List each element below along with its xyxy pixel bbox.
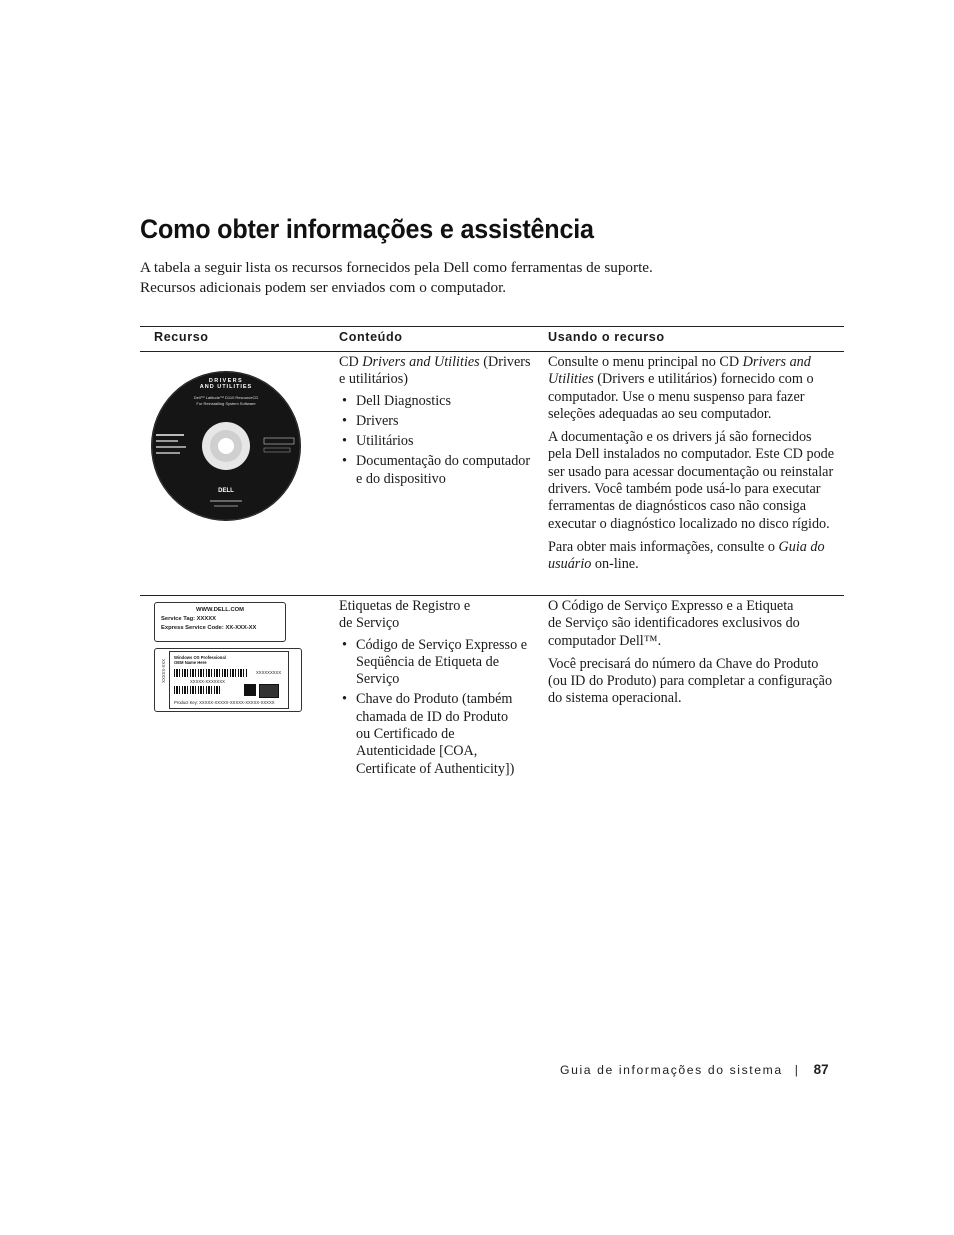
coa-code-mid: XXXXX-XXXXXXX [190,679,225,684]
service-tag-label [154,602,286,642]
row2-usage [548,598,840,714]
list-item: • Documentação do computador e do dispositivo [356,453,535,488]
footer-guide-title: Guia de informações do sistema [560,1063,783,1077]
list-item: • Dell Diagnostics [356,393,535,410]
coa-line-1: Windows OS Professional [174,655,226,660]
coa-label [154,648,302,712]
page-title: Como obter informações e assistência [140,214,594,244]
cd-dell-logo: DELL [218,488,234,494]
row1-usage-p2: A documentação e os drivers já são fornecidos pela Dell instalados no computador. Este CD pode ser usado para acessar documentação ou reinstalar drivers. Você também pode usá-lo para executar ferramentas de diagnósticos caso não consiga executar o diagnóstico localizado no disco rígido. [548,429,835,532]
coa-product-key: Product Key: XXXXX-XXXXX-XXXXX-XXXXX-XXXXX [174,700,275,705]
page-footer [560,1062,829,1077]
table-row-rule [140,595,844,596]
coa-line-2: OEM Name Here [174,660,207,665]
header-conteudo: Conteúdo [339,330,403,344]
intro-line-1: A tabela a seguir lista os recursos fornecidos pela Dell como ferramentas de suporte. [140,259,653,276]
label-express-code: Express Service Code: XX-XXX-XX [161,625,257,631]
list-item: • Drivers [356,413,535,430]
row1-usage-p1: Consulte o menu principal no CD Drivers and Utilities (Drivers e utilitários) fornecido com o computador. Use o menu suspenso para fazer seleções adequadas ao seu computador. [548,354,814,422]
row2-content [339,598,535,781]
coa-code-right: XXXXXXXXX [256,670,282,675]
header-recurso: Recurso [154,330,209,344]
list-item: • Utilitários [356,433,535,450]
row2-content-list [339,637,535,778]
row1-usage-p3: Para obter mais informações, consulte o Guia do usuário on-line. [548,538,825,573]
intro-line-2: Recursos adicionais podem ser enviados com o computador. [140,279,507,296]
row1-usage [548,354,838,580]
list-item: • Chave do Produto (também chamada de ID do Produto ou Certificado de Autenticidade [COA, Certificate of Authenticity]) [356,691,516,777]
row2-usage-p2: Você precisará do número da Chave do Produto (ou ID do Produto) para completar a configuração do sistema operacional. [548,655,833,707]
barcode-2 [174,686,222,694]
coa-side-code: XXX-XXXXX [161,659,166,683]
row1-content-intro: CD Drivers and Utilities (Drivers e utilitários) [339,354,531,388]
coa-logo-block [244,684,256,696]
intro-text [140,258,760,298]
label-service-tag: Service Tag: XXXXX [161,616,216,622]
footer-separator: | [794,1063,800,1077]
table-top-rule [140,326,844,327]
cd-sub-line-2: For Reinstalling System Software [196,401,256,406]
label-url: WWW.DELL.COM [196,607,244,613]
drivers-utilities-cd-image [150,370,302,522]
list-item: • Código de Serviço Expresso e Seqüência de Etiqueta de Serviço [356,637,535,689]
cd-title-line-2: AND UTILITIES [199,384,253,390]
page-number: 87 [813,1062,829,1077]
cd-sub-line-1: Dell™ Latitude™ D110 ResourceCD [193,395,259,400]
barcode-1 [174,669,248,677]
coa-inner [169,651,289,709]
row1-content-list [339,393,535,488]
row1-content [339,354,535,491]
row2-content-intro: Etiquetas de Registro e de Serviço [339,598,471,632]
header-usando: Usando o recurso [548,330,665,344]
table-header-rule [140,351,844,352]
cd-title-line-1: DRIVERS [208,378,244,384]
row2-usage-p1: O Código de Serviço Expresso e a Etiqueta de Serviço são identificadores exclusivos do computador Dell™. [548,598,800,649]
coa-hologram-icon [259,684,279,698]
